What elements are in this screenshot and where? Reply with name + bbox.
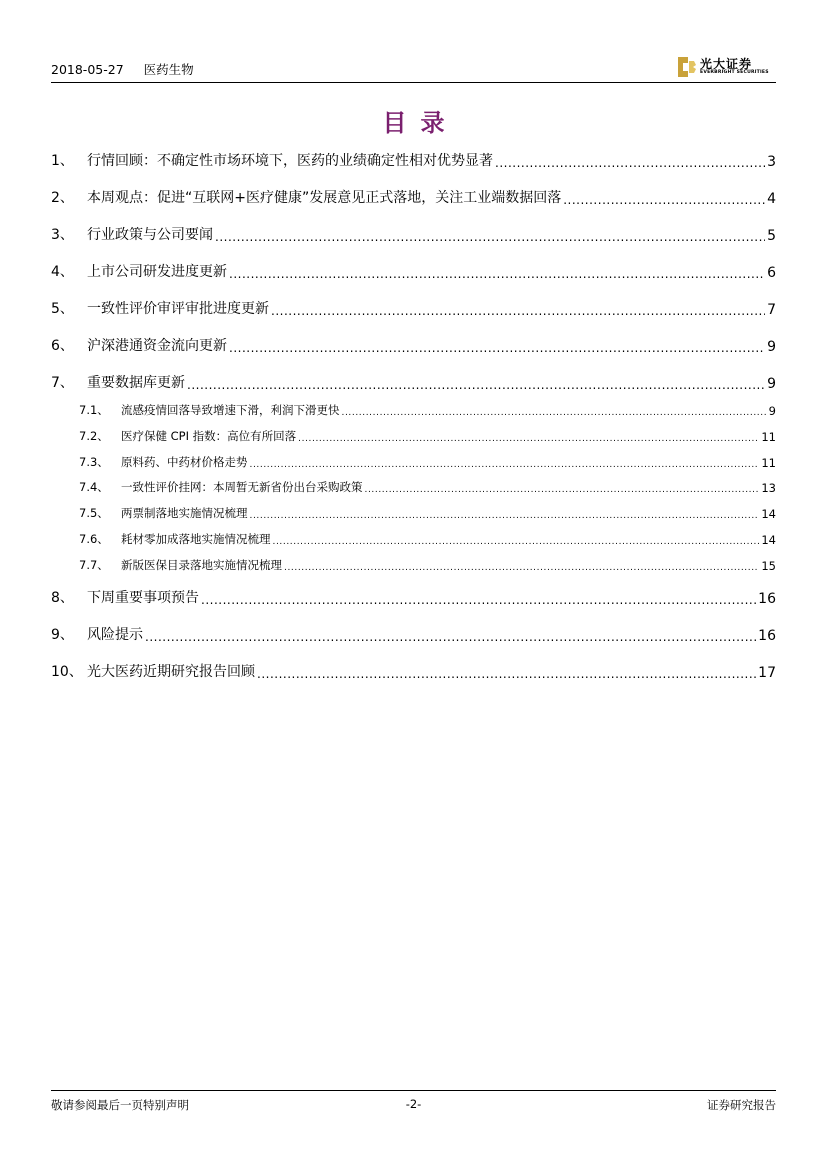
toc-dot-leader bbox=[298, 429, 759, 441]
toc-entry-page: 15 bbox=[761, 558, 776, 573]
toc-entry[interactable] bbox=[51, 529, 776, 547]
toc-entry-number: 5、 bbox=[51, 301, 74, 317]
toc-dot-leader bbox=[271, 301, 765, 315]
toc-entry-title: 一致性评价审评审批进度更新 bbox=[87, 301, 269, 317]
toc-entry[interactable] bbox=[51, 622, 776, 644]
report-date: 2018-05-27 bbox=[51, 62, 124, 77]
toc-entry-title: 光大医药近期研究报告回顾 bbox=[87, 663, 255, 680]
footer-disclaimer: 敬请参阅最后一页特别声明 bbox=[51, 1098, 189, 1112]
toc-entry-title: 行业政策与公司要闻 bbox=[87, 227, 213, 243]
toc-entry-number: 7.6、 bbox=[79, 532, 109, 546]
toc-entry-title: 沪深港通资金流向更新 bbox=[87, 338, 227, 354]
toc-entry-page: 9 bbox=[767, 376, 776, 392]
toc-dot-leader bbox=[250, 455, 760, 467]
toc-entry-title: 风险提示 bbox=[87, 626, 143, 643]
everbright-logo-icon bbox=[676, 55, 698, 79]
toc-entry-page: 11 bbox=[761, 429, 776, 444]
toc-entry-number: 7、 bbox=[51, 375, 74, 391]
toc-entry-title: 重要数据库更新 bbox=[87, 375, 185, 391]
toc-entry[interactable] bbox=[51, 296, 776, 318]
toc-dot-leader bbox=[365, 481, 760, 493]
toc-entry-title: 行情回顾：不确定性市场环境下，医药的业绩确定性相对优势显著 bbox=[87, 153, 493, 169]
toc-entry[interactable] bbox=[51, 333, 776, 355]
toc-entry-number: 3、 bbox=[51, 227, 74, 243]
toc-entry-page: 14 bbox=[761, 507, 776, 522]
toc-entry-number: 7.1、 bbox=[79, 403, 109, 417]
toc-dot-leader bbox=[187, 375, 765, 389]
toc-entry-number: 7.2、 bbox=[79, 428, 109, 443]
toc-entry-title: 新版医保目录落地实施情况梳理 bbox=[121, 557, 282, 572]
toc-dot-leader bbox=[342, 404, 767, 416]
toc-entry[interactable] bbox=[51, 503, 776, 521]
footer-report-type: 证券研究报告 bbox=[707, 1098, 776, 1112]
toc-entry-number: 7.4、 bbox=[79, 480, 109, 495]
toc-entry-page: 17 bbox=[758, 664, 776, 681]
toc-entry[interactable] bbox=[51, 477, 776, 495]
report-sector: 医药生物 bbox=[143, 62, 194, 77]
page-number: -2- bbox=[405, 1097, 422, 1111]
toc-entry-page: 16 bbox=[758, 590, 776, 607]
toc-entry-number: 4、 bbox=[51, 264, 74, 280]
toc-entry-page: 9 bbox=[767, 339, 776, 355]
toc-entry-page: 11 bbox=[761, 455, 776, 470]
toc-entry-number: 7.3、 bbox=[79, 454, 109, 469]
toc-entry[interactable] bbox=[51, 426, 776, 444]
toc-entry-page: 9 bbox=[768, 404, 776, 418]
toc-dot-leader bbox=[563, 190, 765, 204]
toc-entry[interactable] bbox=[51, 259, 776, 281]
toc-entry[interactable] bbox=[51, 585, 776, 607]
toc-dot-leader bbox=[495, 153, 765, 167]
toc-entry-title: 本周观点：促进“互联网+医疗健康”发展意见正式落地，关注工业端数据回落 bbox=[87, 190, 562, 206]
toc-entry-page: 14 bbox=[761, 533, 776, 547]
logo-text-cn: 光大证券 bbox=[700, 57, 753, 71]
logo-text-en: EVERBRIGHT SECURITIES bbox=[700, 70, 769, 75]
toc-dot-leader bbox=[145, 627, 756, 641]
toc-dot-leader bbox=[257, 664, 756, 678]
toc-dot-leader bbox=[215, 227, 765, 241]
page-header bbox=[51, 50, 776, 83]
toc-dot-leader bbox=[229, 338, 765, 352]
toc-entry-page: 7 bbox=[767, 302, 776, 318]
toc-entry-number: 1、 bbox=[51, 153, 74, 169]
toc-entry-title: 流感疫情回落导致增速下滑，利润下滑更快 bbox=[121, 403, 340, 417]
toc-entry[interactable] bbox=[51, 400, 776, 418]
toc-entry[interactable] bbox=[51, 148, 776, 170]
toc-dot-leader bbox=[250, 507, 760, 519]
toc-entry-number: 7.7、 bbox=[79, 557, 109, 572]
toc-entry-page: 3 bbox=[767, 154, 776, 170]
toc-entry-page: 13 bbox=[761, 481, 776, 496]
toc-entry[interactable] bbox=[51, 452, 776, 470]
toc-dot-leader bbox=[284, 558, 759, 570]
toc-entry[interactable] bbox=[51, 659, 776, 681]
toc-entry-title: 医疗保健 CPI 指数：高位有所回落 bbox=[121, 428, 297, 443]
toc-entry[interactable] bbox=[51, 555, 776, 573]
toc-entry-page: 4 bbox=[767, 191, 776, 207]
toc-entry[interactable] bbox=[51, 222, 776, 244]
toc-entry-title: 耗材零加成落地实施情况梳理 bbox=[121, 532, 271, 546]
toc-entry-page: 6 bbox=[767, 265, 776, 281]
toc-entry-number: 8、 bbox=[51, 589, 74, 606]
toc-entry-number: 7.5、 bbox=[79, 506, 109, 521]
toc-entry-title: 一致性评价挂网：本周暂无新省份出台采购政策 bbox=[121, 480, 363, 495]
toc-dot-leader bbox=[201, 590, 756, 604]
toc-entry-number: 6、 bbox=[51, 338, 74, 354]
toc-entry-title: 下周重要事项预告 bbox=[87, 589, 199, 606]
toc-entry-page: 16 bbox=[758, 627, 776, 644]
toc-entry-title: 原料药、中药材价格走势 bbox=[121, 454, 248, 469]
toc-dot-leader bbox=[273, 533, 760, 545]
toc-entry[interactable] bbox=[51, 185, 776, 207]
page-title: 目录 bbox=[382, 108, 459, 137]
header-info bbox=[51, 60, 210, 78]
toc-entry-number: 9、 bbox=[51, 626, 74, 643]
toc-entry-number: 10、 bbox=[51, 663, 83, 680]
toc-entry-page: 5 bbox=[767, 228, 776, 244]
toc-entry-title: 两票制落地实施情况梳理 bbox=[121, 506, 248, 521]
toc-entry-title: 上市公司研发进度更新 bbox=[87, 264, 227, 280]
toc-dot-leader bbox=[229, 264, 765, 278]
company-logo bbox=[676, 53, 776, 79]
toc-entry-number: 2、 bbox=[51, 190, 74, 206]
toc-entry[interactable] bbox=[51, 370, 776, 392]
page-footer bbox=[51, 1090, 776, 1111]
